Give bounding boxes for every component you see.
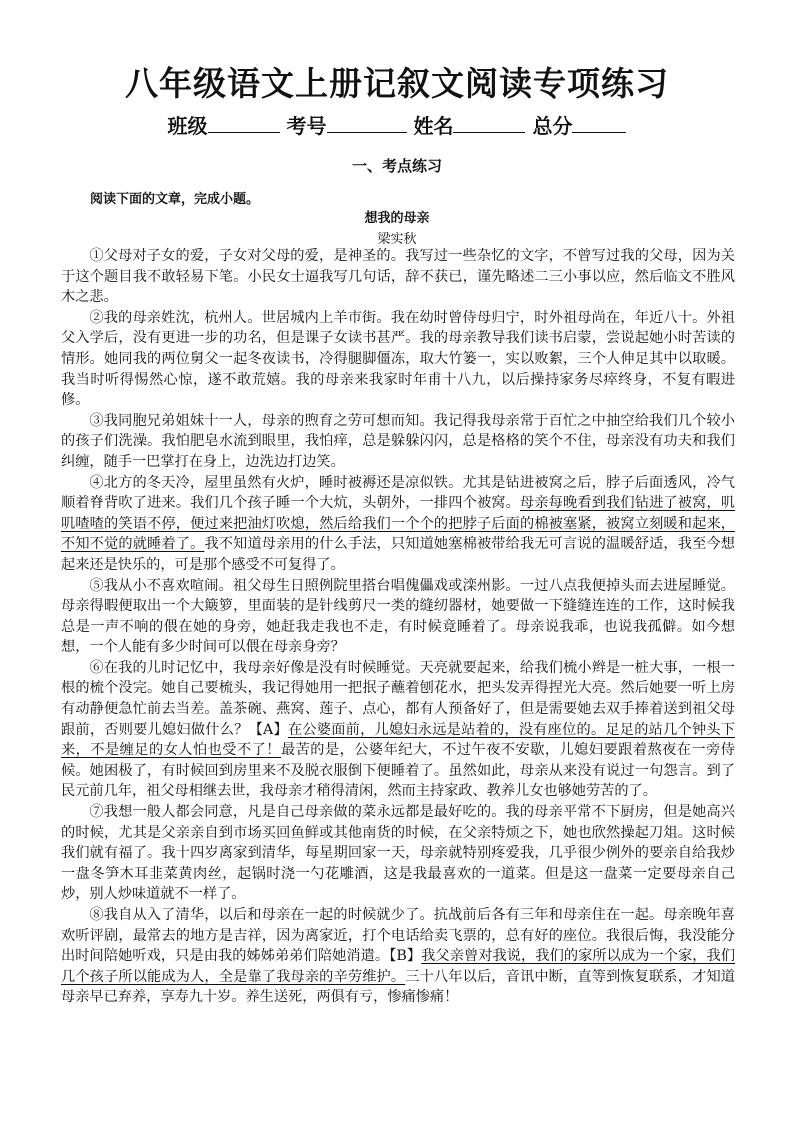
paragraph-text: ⑤我从小不喜欢喧闹。祖父母生日照例院里搭台唱傀儡戏或滦州影。一过八点我便掉头而去进屋睡觉。母亲得暇便取出一个大簸箩，里面装的是针线剪尺一类的缝纫器材，她要做一下缝缝连连的工作，这时候我总是一声不响的偎在她的身旁，她赶我走我也不走，有时候竟睡着了。母亲说我乖，也说我孤僻。如今想想，一个人能有多少时间可以偎在母亲身旁？	[61, 577, 735, 656]
article-author: 梁实秋	[377, 232, 417, 247]
article-paragraph	[61, 411, 735, 473]
student-info-line	[0, 110, 794, 139]
article-paragraph	[61, 246, 735, 308]
name-blank[interactable]	[453, 114, 525, 133]
article-title: 想我的母亲	[364, 211, 430, 226]
section-heading: 一、考点练习	[351, 157, 442, 175]
paragraph-text: ②我的母亲姓沈，杭州人。世居城内上羊市街。我在幼时曾侍母归宁，时外祖母尚在，年近八十。外祖父入学后，没有更进一步的功名，但是课子女读书甚严。我的母亲教导我们读书启蒙，尝说起她小时苦读的情形。她同我的两位舅父一起冬夜读书，冷得腿脚僵冻，取大竹篓一，实以败絮，三个人伸足其中以取暖。我当时听得惕然心惊，遂不敢荒嬉。我的母亲来我家时年甫十八九，以后操持家务尽瘁终身，不复有暇进修。	[61, 309, 735, 409]
paragraph-text: ⑧我自从入了清华，以后和母亲在一起的时候就少了。抗战前后各有三年和母亲住在一起。母亲晚年喜欢听评剧，最常去的地方是吉祥，因为离家近，打个电话给卖飞票的，总有好的座位。我很后悔，我没能分出时间陪她听戏，只是由我的姊姊弟弟们陪她消遣。【B】	[61, 907, 735, 965]
article-body	[61, 246, 735, 1008]
article-paragraph	[61, 473, 735, 576]
underlined-sentence: 我父亲曾对我说，我们的家所以成为一个家，我们几个孩子所以能成为人，全是靠了我母亲的辛劳维护。	[61, 948, 736, 985]
total-score-label: 总分	[532, 114, 573, 138]
article-paragraph	[61, 905, 735, 1008]
paragraph-text: ⑥在我的儿时记忆中，我母亲好像是没有时候睡觉。天亮就要起来，给我们梳小辫是一桩大事，一根一根的梳个没完。她自己要梳头，我记得她用一把抿子蘸着刨花水，把头发弄得捏光大亮。然后她要一听上房有动静便急忙前去当差。盖茶碗、燕窝、莲子、点心，都有人预备好了，但是需要她去双手捧着送到祖父母跟前，否则要儿媳妇做什么？【A】	[61, 659, 735, 738]
class-label: 班级	[167, 114, 208, 138]
paragraph-text: 最苦的是，公婆年纪大，不过午夜不安歇，儿媳妇要跟着熬夜在一旁侍候。她困极了，有时候回到房里来不及脱衣服倒下便睡着了。虽然如此，母亲从来没有说过一句怨言。到了民元前几年，祖父母相继去世，我母亲才稍得清闲，然而主持家政、教养儿女也够她劳苦的了。	[61, 742, 735, 800]
underlined-sentence: 母亲每晚看到我们钻进了被窝，叽叽喳喳的笑语不停，便过来把油灯吹熄，然后给我们一个个的把脖子后面的棉被塞紧，被窝立刻暖和起来，不知不觉的就睡着了。	[61, 495, 735, 553]
article-paragraph	[61, 308, 735, 411]
paragraph-text: ④北方的冬天冷，屋里虽然有火炉，睡时被褥还是凉似铁。尤其是钻进被窝之后，脖子后面透风，冷气顺着脊背吹了进来。我们几个孩子睡一个大炕，头朝外，一排四个被窝。	[61, 474, 735, 512]
exam-number-blank[interactable]	[327, 114, 407, 133]
class-blank[interactable]	[208, 114, 280, 133]
name-label: 姓名	[413, 114, 454, 138]
article-paragraph	[61, 576, 735, 658]
paragraph-text: 我不知道母亲用的什么手法，只知道她塞棉被带给我无可言说的温暖舒适，我至今想起来还是快乐的，可是那个感受不可复得了。	[61, 536, 735, 573]
paragraph-text: 三十八年以后，音讯中断，直等到恢复联系，才知道母亲早已弃养，享寿九十岁。养生送死，两俱有亏，惨痛惨痛！	[61, 968, 735, 1006]
underlined-sentence: 在公婆面前，儿媳妇永远是站着的，没有座位的。足足的站几个钟头下来，不是缠足的女人怕也受不了！	[61, 721, 735, 759]
exam-number-label: 考号	[286, 114, 327, 138]
paragraph-text: ⑦我想一般人都会同意，凡是自己母亲做的菜永远都是最好吃的。我的母亲平常不下厨房，但是她高兴的时候，尤其是父亲亲自到市场买回鱼鲜或其他南货的时候，在父亲特烦之下，她也欣然操起刀俎。这时候我们就有福了。我十四岁离家到清华，每星期回家一天，母亲就特别疼爱我，几乎很少例外的要亲自给我炒一盘冬笋木耳韭菜黄肉丝，起锅时浇一勺花雕酒，这是我最喜欢的一道菜。但是这一盘菜一定要母亲自己炒，别人炒味道就不一样了。	[61, 804, 735, 903]
page-title: 八年级语文上册记叙文阅读专项练习	[125, 64, 669, 103]
total-score-blank[interactable]	[572, 114, 626, 133]
instruction-text: 阅读下面的文章，完成小题。	[90, 192, 260, 207]
paragraph-text: ③我同胞兄弟姐妹十一人，母亲的煦育之劳可想而知。我记得我母亲常于百忙之中抽空给我们几个较小的孩子们洗澡。我怕肥皂水流到眼里，我怕痒，总是躲躲闪闪，总是格格的笑个不住，母亲没有功夫和我们纠缠，随手一巴掌打在身上，边洗边打边笑。	[61, 412, 735, 470]
article-paragraph	[61, 658, 735, 802]
paragraph-text: ①父母对子女的爱，子女对父母的爱，是神圣的。我写过一些杂忆的文字，不曾写过我的父母，因为关于这个题目我不敢轻易下笔。小民女士逼我写几句话，辞不获已，谨先略述二三小事以应，然后临文不胜风木之悲。	[61, 248, 735, 306]
article-paragraph	[61, 802, 735, 905]
